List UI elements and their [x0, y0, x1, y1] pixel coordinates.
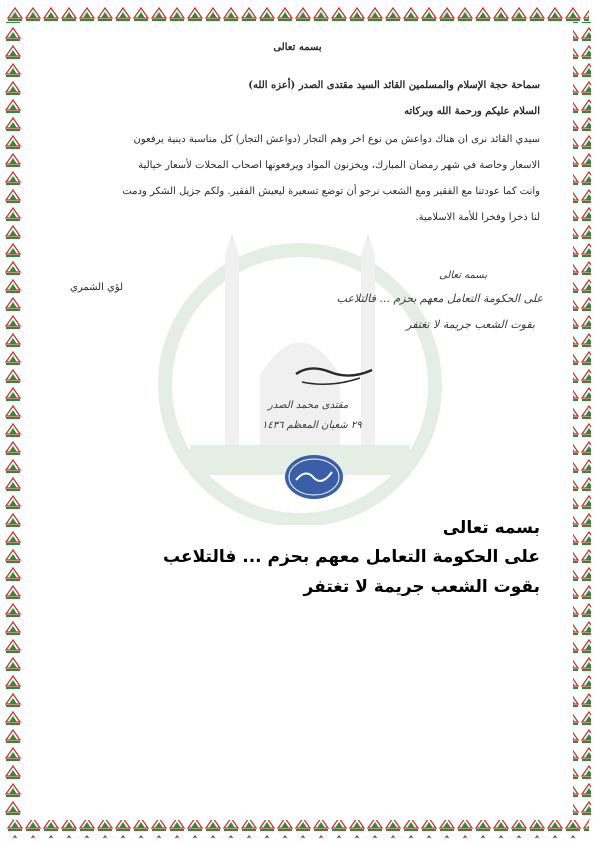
- transcription-line: على الحكومة التعامل معهم بحزم ... فالتلاعب: [162, 547, 540, 567]
- handwritten-reply-line: بقوت الشعب جريمة لا تغتفر: [406, 318, 535, 331]
- letter-body-line: وانت كما عودتنا مع الفقير ومع الشعب نرجو أن توضع تسعيرة ليعيش الفقير. ولكم جزيل الشكر ودمت: [122, 186, 540, 197]
- letter-greeting: السلام عليكم ورحمة الله وبركاته: [404, 106, 540, 117]
- letter-body-line: لنا ذخرا وفخرا للأمة الاسلامية.: [415, 212, 540, 223]
- letter-recipient: سماحة حجة الإسلام والمسلمين القائد السيد مقتدى الصدر (أعزه الله): [248, 80, 540, 91]
- official-seal: [284, 454, 344, 500]
- handwritten-signature: [290, 360, 380, 392]
- handwritten-reply-line: على الحكومة التعامل معهم بحزم ... فالتلاعب: [336, 292, 543, 305]
- handwritten-date: ٢٩ شعبان المعظم ١٤٣٦: [262, 420, 362, 431]
- handwritten-basmala: بسمه تعالى: [438, 270, 487, 281]
- letter-basmala: بسمه تعالى: [273, 42, 322, 53]
- letter-body-line: الاسعار وخاصة في شهر رمضان المبارك، ويخزنون المواد ويرفعونها اصحاب المحلات لأسعار خيالية: [138, 160, 540, 171]
- letter-body-line: سيدي القائد نرى ان هناك دواعش من نوع اخر وهم التجار (دواعش التجار) كل مناسبة دينية يرفعون: [133, 134, 540, 145]
- transcription-line: بقوت الشعب جريمة لا تغتفر: [303, 577, 540, 597]
- letter-sender: لؤي الشمري: [70, 282, 124, 293]
- handwritten-signature-name: مقتدى محمد الصدر: [268, 400, 349, 411]
- transcription-line: بسمه تعالى: [442, 518, 540, 538]
